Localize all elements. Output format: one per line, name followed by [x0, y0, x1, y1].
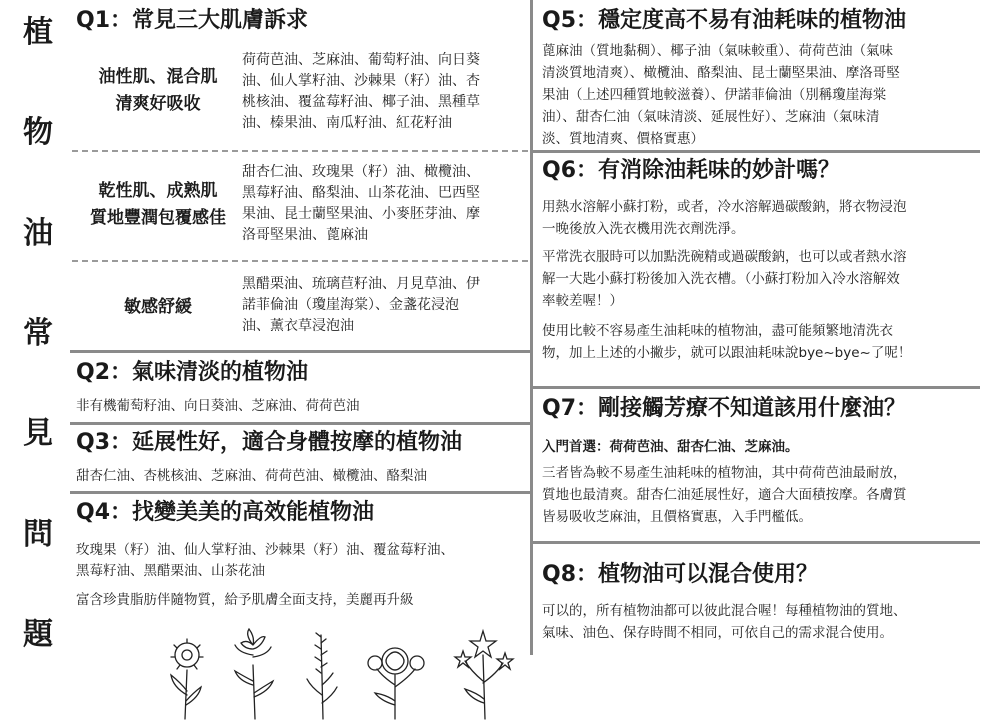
q2-answer: 非有機葡萄籽油、向日葵油、芝麻油、荷荷芭油	[76, 398, 360, 414]
section-divider	[70, 491, 530, 494]
skin-type-line: 乾性肌、成熟肌	[98, 181, 218, 201]
q6-para-3	[542, 320, 980, 364]
lavender-icon	[307, 633, 337, 719]
q8-answer	[542, 600, 980, 644]
skin-type-dry	[72, 178, 244, 232]
q5-line: 清淡質地清爽）、橄欖油、酪梨油、昆士蘭堅果油、摩洛哥堅	[542, 65, 900, 81]
wildflower-icon	[235, 629, 273, 719]
q6-para-1	[542, 196, 980, 240]
q6-line: 使用比較不容易產生油耗味的植物油，盡可能頻繁地清洗衣	[542, 323, 893, 339]
skin-type-line: 敏感舒緩	[124, 297, 192, 317]
q3-answer: 甜杏仁油、杏桃核油、芝麻油、荷荷芭油、橄欖油、酪梨油	[76, 468, 427, 484]
star-flower-icon	[455, 631, 513, 719]
q6-line: 用熱水溶解小蘇打粉，或者，冷水溶解過碳酸鈉，將衣物浸泡	[542, 199, 907, 215]
section-divider	[532, 150, 980, 153]
section-divider	[70, 350, 530, 353]
q6-line: 平常洗衣服時可以加點洗碗精或過碳酸鈉，也可以或者熱水溶	[542, 249, 907, 265]
oil-list-sensitive	[242, 274, 532, 337]
q5-line: 蓖麻油（質地黏稠）、椰子油（氣味較重）、荷荷芭油（氣味	[542, 43, 893, 59]
q2-title: Q2：氣味清淡的植物油	[76, 360, 309, 385]
q3-title: Q3：延展性好，適合身體按摩的植物油	[76, 430, 463, 455]
section-divider	[532, 541, 980, 544]
q6-title: Q6：有消除油耗味的妙計嗎？	[542, 158, 841, 183]
q4-title: Q4：找變美美的高效能植物油	[76, 500, 375, 525]
q4-line: 黑莓籽油、黑醋栗油、山茶花油	[76, 563, 265, 579]
q4-line: 玫瑰果（籽）油、仙人掌籽油、沙棘果（籽）油、覆盆莓籽油、	[76, 542, 454, 558]
q5-line: 果油（上述四種質地較滋養）、伊諾菲倫油（別稱瓊崖海棠	[542, 87, 887, 103]
q7-title: Q7：剛接觸芳療不知道該用什麼油？	[542, 396, 907, 421]
oil-list-dry	[242, 162, 532, 246]
oil-line: 諾菲倫油（瓊崖海棠）、金盞花浸泡	[242, 297, 459, 313]
side-title-char: 油	[23, 215, 53, 251]
q7-answer	[542, 462, 980, 528]
skin-type-sensitive	[78, 294, 238, 321]
section-divider	[70, 422, 530, 425]
side-title-char: 題	[23, 616, 53, 652]
left-column	[70, 0, 530, 725]
skin-type-line: 油性肌、混合肌	[98, 67, 218, 87]
side-title	[14, 10, 62, 710]
q6-para-2	[542, 246, 980, 312]
oil-line: 油、薰衣草浸泡油	[242, 318, 354, 334]
skin-type-line: 質地豐潤包覆感佳	[90, 208, 226, 228]
oil-line: 甜杏仁油、玫瑰果（籽）油、橄欖油、	[242, 164, 480, 180]
q7-line: 皆易吸收芝麻油，且價格實惠，入手門檻低。	[542, 509, 812, 525]
q6-line: 一晚後放入洗衣機用洗衣劑洗淨。	[542, 221, 745, 237]
q1-title: Q1：常見三大肌膚訴求	[76, 8, 309, 33]
q5-line: 油）、甜杏仁油（氣味清淡、延展性好）、芝麻油（氣味清	[542, 109, 880, 125]
q6-line: 率較差喔！）	[542, 293, 623, 309]
dashed-divider	[72, 150, 528, 152]
q7-line: 質地也最清爽。甜杏仁油延展性好，適合大面積按摩。各膚質	[542, 487, 907, 503]
side-title-char: 見	[23, 416, 53, 452]
q6-line: 解一大匙小蘇打粉後加入洗衣槽。（小蘇打粉加入冷水溶解效	[542, 271, 900, 287]
q4-note: 富含珍貴脂肪伴隨物質，給予肌膚全面支持，美麗再升級	[76, 592, 414, 608]
q5-line: 淡、質地清爽、價格實惠）	[542, 131, 704, 147]
blossom-icon	[368, 648, 424, 719]
section-divider	[532, 386, 980, 389]
oil-line: 黑莓籽油、酪梨油、山茶花油、巴西堅	[242, 185, 480, 201]
oil-line: 果油、昆士蘭堅果油、小麥胚芽油、摩	[242, 206, 480, 222]
oil-line: 洛哥堅果油、蓖麻油	[242, 227, 368, 243]
q8-line: 氣味、油色、保存時間不相同，可依自己的需求混合使用。	[542, 625, 893, 641]
flower-illustrations	[165, 625, 535, 720]
side-title-char: 問	[23, 516, 53, 552]
oil-line: 黑醋栗油、琉璃苣籽油、月見草油、伊	[242, 276, 480, 292]
q4-answer	[76, 540, 530, 582]
oil-line: 荷荷芭油、芝麻油、葡萄籽油、向日葵	[242, 52, 480, 68]
dashed-divider	[72, 260, 528, 262]
q5-title: Q5：穩定度高不易有油耗味的植物油	[542, 8, 907, 33]
side-title-char: 物	[23, 115, 53, 151]
right-column	[532, 0, 980, 725]
q7-intro: 入門首選：荷荷芭油、甜杏仁油、芝麻油。	[542, 439, 799, 455]
q6-line: 物，加上上述的小撇步，就可以跟油耗味說bye~bye~了呢！	[542, 345, 912, 361]
daisy-icon	[171, 639, 203, 719]
q7-line: 三者皆為較不易產生油耗味的植物油，其中荷荷芭油最耐放，	[542, 465, 907, 481]
oil-line: 油、榛果油、南瓜籽油、紅花籽油	[242, 115, 452, 131]
q8-line: 可以的，所有植物油都可以彼此混合喔！每種植物油的質地、	[542, 603, 907, 619]
skin-type-oily	[78, 64, 238, 118]
side-title-char: 植	[23, 15, 53, 50]
q5-answer	[542, 40, 980, 150]
skin-type-line: 清爽好吸收	[115, 94, 201, 114]
side-title-char: 常	[23, 315, 53, 351]
oil-list-oily	[242, 50, 532, 134]
q8-title: Q8：植物油可以混合使用？	[542, 562, 819, 587]
oil-line: 桃核油、覆盆莓籽油、椰子油、黑種草	[242, 94, 480, 110]
oil-line: 油、仙人掌籽油、沙棘果（籽）油、杏	[242, 73, 480, 89]
